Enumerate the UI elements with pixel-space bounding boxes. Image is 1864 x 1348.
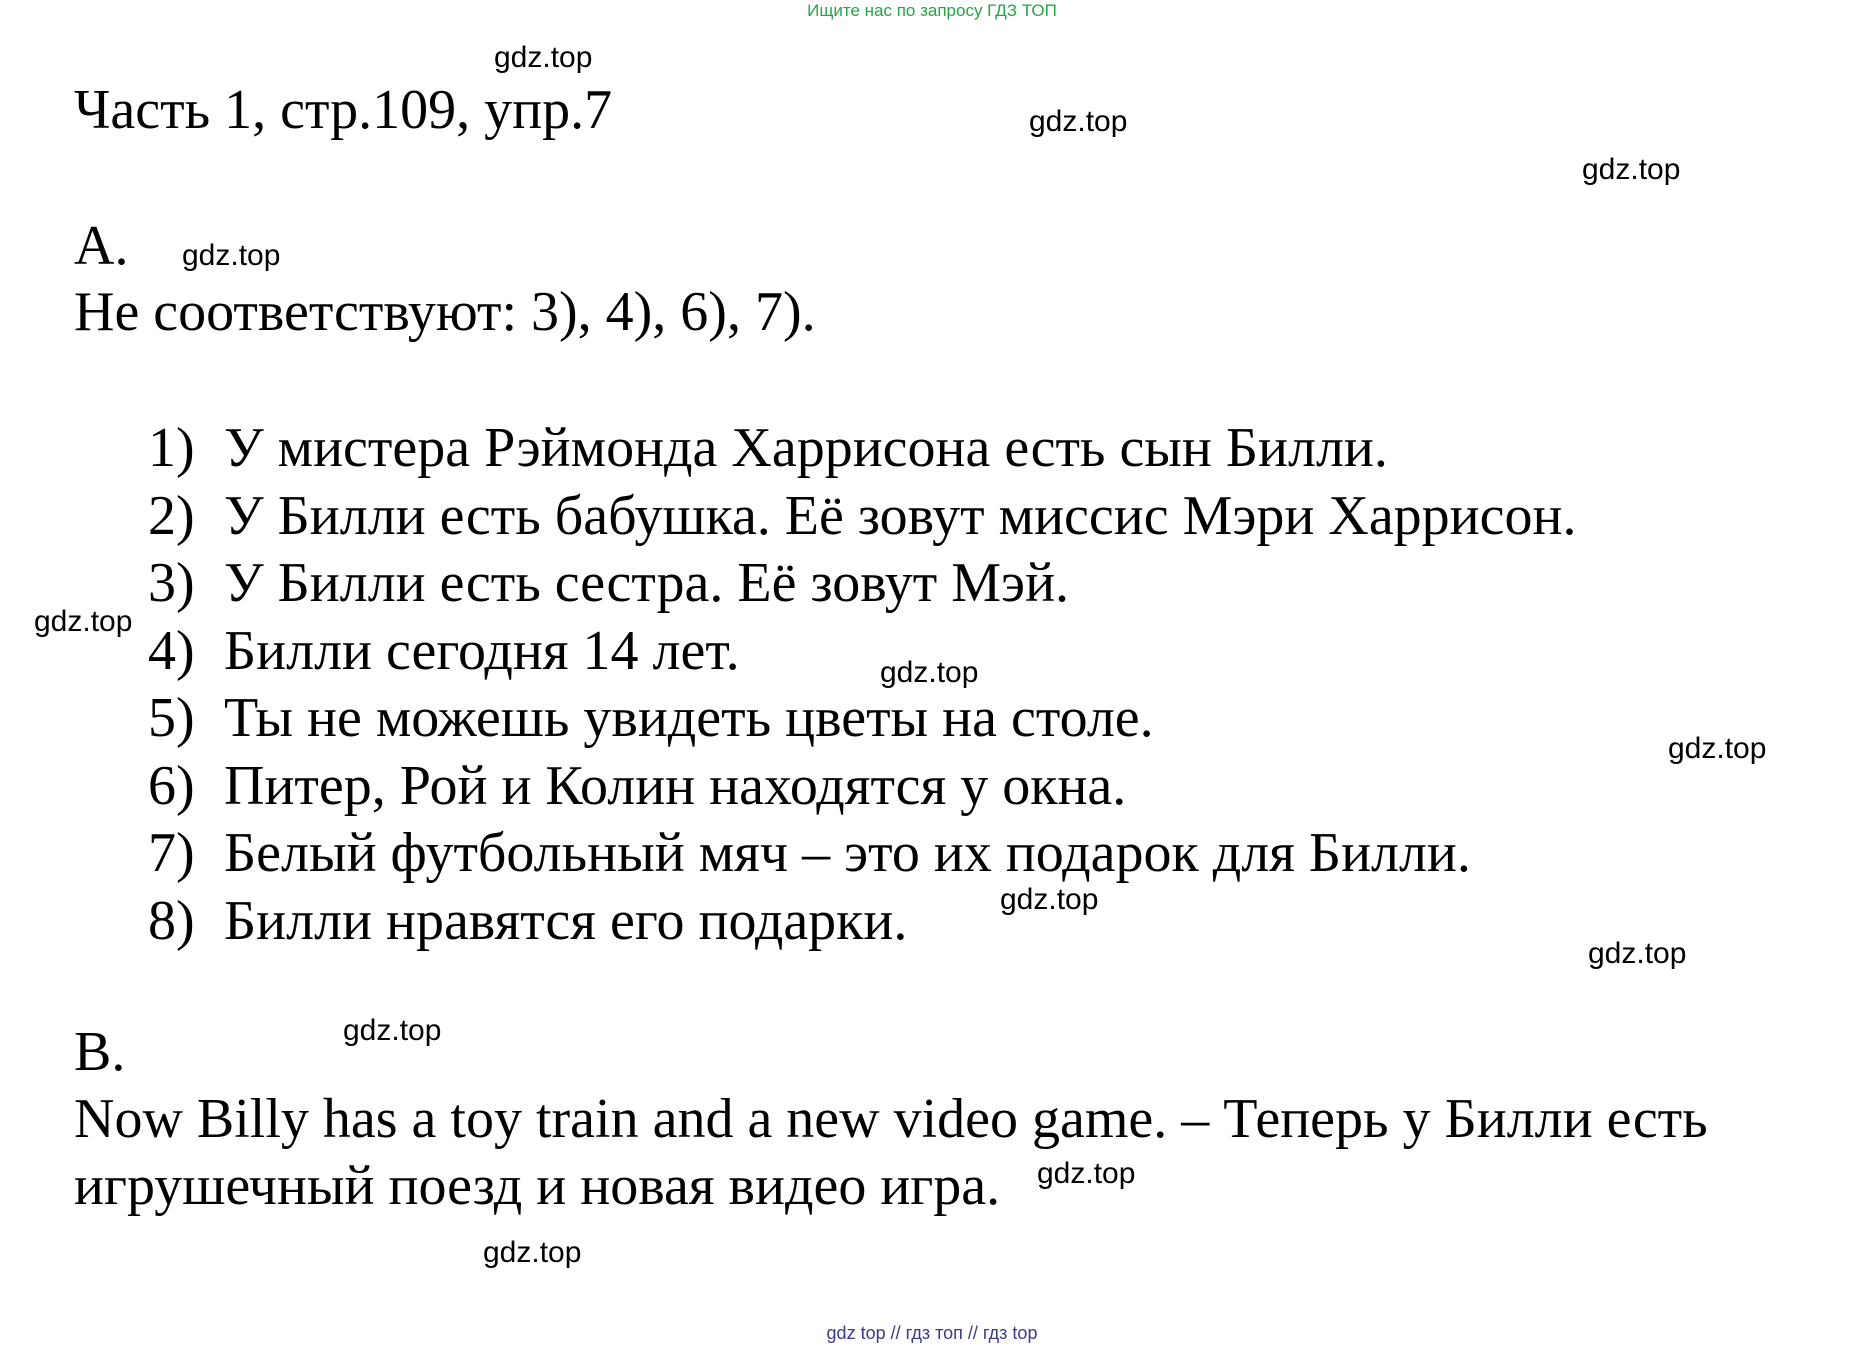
list-item-number: 7) <box>148 822 195 884</box>
watermark: gdz.top <box>1582 153 1681 186</box>
list-item <box>148 821 1576 889</box>
top-banner: Ищите нас по запросу ГДЗ ТОП <box>807 1 1057 20</box>
list-item-text: У Билли есть сестра. Её зовут Мэй. <box>224 552 1070 614</box>
list-item-number: 2) <box>148 484 195 547</box>
list-item <box>148 551 1576 619</box>
watermark: gdz.top <box>880 656 979 689</box>
watermark: gdz.top <box>1000 883 1099 916</box>
section-a-text: Не соответствуют: 3), 4), 6), 7). <box>74 281 816 343</box>
section-b-label: B. <box>74 1021 126 1083</box>
list-item <box>148 754 1576 822</box>
list-item <box>148 416 1576 484</box>
watermark: gdz.top <box>1029 105 1128 138</box>
list-item-text: Белый футбольный мяч – это их подарок для Билли. <box>224 822 1471 884</box>
statement-list <box>148 416 1576 956</box>
list-item-text: Питер, Рой и Колин находятся у окна. <box>224 754 1127 817</box>
list-item <box>148 889 1576 957</box>
list-item <box>148 686 1576 754</box>
page-title: Часть 1, стр.109, упр.7 <box>74 79 613 141</box>
watermark: gdz.top <box>34 605 133 638</box>
list-item-number: 5) <box>148 687 195 749</box>
list-item-text: У мистера Рэймонда Харрисона есть сын Билли. <box>224 417 1388 479</box>
list-item <box>148 484 1576 552</box>
list-item <box>148 619 1576 687</box>
list-item-number: 1) <box>148 417 195 479</box>
footer: gdz top // гдз топ // гдз top <box>826 1323 1038 1343</box>
watermark: gdz.top <box>1668 732 1767 765</box>
section-b-line-1: Now Billy has a toy train and a new video game. – Теперь у Билли есть <box>74 1088 1708 1150</box>
list-item-text: Билли нравятся его подарки. <box>224 889 908 952</box>
watermark: gdz.top <box>1037 1157 1136 1190</box>
list-item-number: 4) <box>148 619 195 682</box>
watermark: gdz.top <box>494 41 593 74</box>
section-b-line-2: игрушечный поезд и новая видео игра. <box>74 1155 1001 1217</box>
list-item-text: У Билли есть бабушка. Её зовут миссис Мэри Харрисон. <box>224 484 1577 547</box>
watermark: gdz.top <box>343 1014 442 1047</box>
watermark: gdz.top <box>483 1236 582 1269</box>
watermark: gdz.top <box>1588 937 1687 970</box>
list-item-text: Ты не можешь увидеть цветы на столе. <box>224 687 1154 749</box>
list-item-text: Билли сегодня 14 лет. <box>224 619 740 682</box>
watermark: gdz.top <box>182 239 281 272</box>
list-item-number: 3) <box>148 552 195 614</box>
list-item-number: 8) <box>148 889 195 952</box>
list-item-number: 6) <box>148 754 195 817</box>
section-a-label: A. <box>74 215 129 277</box>
